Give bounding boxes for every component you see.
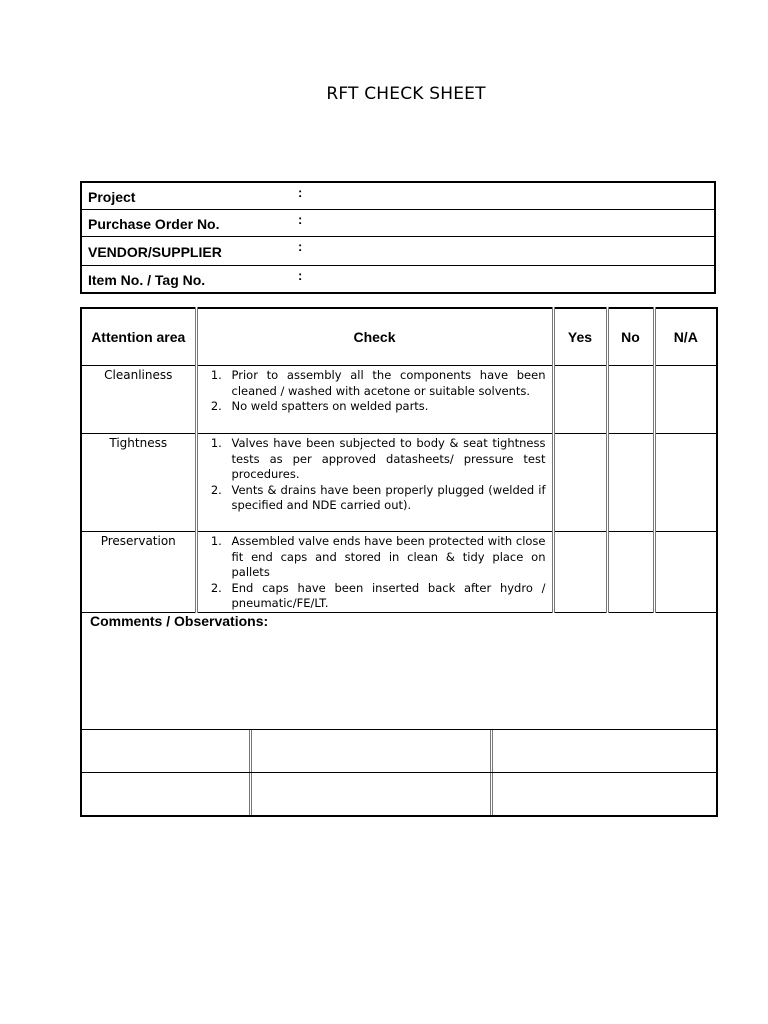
header-row-project xyxy=(81,182,715,210)
signature-row xyxy=(81,729,717,772)
no-checkbox[interactable] xyxy=(607,532,654,613)
header-row-vendor xyxy=(81,237,715,266)
vendor-value[interactable]: : xyxy=(292,237,715,266)
list-item: 1. Prior to assembly all the components have been cleaned / washed with acetone or suitable solvents. xyxy=(226,368,546,399)
attention-area-cleanliness: Cleanliness xyxy=(81,366,196,434)
list-item: 2. Vents & drains have been properly plugged (welded if specified and NDE carried out). xyxy=(226,483,546,514)
signature-cell[interactable] xyxy=(251,730,492,772)
check-list-tightness xyxy=(196,434,553,532)
yes-checkbox[interactable] xyxy=(553,532,607,613)
signature-cell[interactable] xyxy=(492,773,717,815)
project-value[interactable]: : xyxy=(292,182,715,210)
purchase-order-value[interactable]: : xyxy=(292,210,715,237)
col-na: N/A xyxy=(654,308,717,366)
yes-checkbox[interactable] xyxy=(553,434,607,532)
project-label: Project xyxy=(81,182,292,210)
header-row-item xyxy=(81,266,715,294)
col-attention-area: Attention area xyxy=(81,308,196,366)
list-item: 1. Assembled valve ends have been protected with close fit end caps and stored in clean & tidy place on pallets xyxy=(226,534,546,581)
header-row-po xyxy=(81,210,715,237)
no-checkbox[interactable] xyxy=(607,366,654,434)
list-item: 2. End caps have been inserted back after hydro / pneumatic/FE/LT. xyxy=(226,581,546,612)
attention-area-preservation: Preservation xyxy=(81,532,196,613)
signature-cell[interactable] xyxy=(82,730,251,772)
col-yes: Yes xyxy=(553,308,607,366)
comments-label: Comments / Observations: xyxy=(90,612,269,629)
signature-cell[interactable] xyxy=(251,773,492,815)
col-no: No xyxy=(607,308,654,366)
check-table-header xyxy=(81,308,717,366)
signature-cell[interactable] xyxy=(492,730,717,772)
page-title: RFT CHECK SHEET xyxy=(326,84,486,104)
signature-grid xyxy=(82,730,716,772)
comments-field[interactable] xyxy=(81,612,717,729)
table-row xyxy=(81,366,717,434)
signature-row xyxy=(81,772,717,816)
item-tag-value[interactable]: : xyxy=(292,266,715,294)
check-list-cleanliness xyxy=(196,366,553,434)
check-list-preservation xyxy=(196,532,553,613)
check-table xyxy=(80,307,718,817)
na-checkbox[interactable] xyxy=(654,366,717,434)
item-tag-label: Item No. / Tag No. xyxy=(81,266,292,294)
header-fields-table xyxy=(80,181,716,294)
attention-area-tightness: Tightness xyxy=(81,434,196,532)
yes-checkbox[interactable] xyxy=(553,366,607,434)
list-item: 2. No weld spatters on welded parts. xyxy=(226,399,546,415)
purchase-order-label: Purchase Order No. xyxy=(81,210,292,237)
na-checkbox[interactable] xyxy=(654,532,717,613)
signature-cell[interactable] xyxy=(82,773,251,815)
table-row xyxy=(81,434,717,532)
comments-row xyxy=(81,612,717,729)
list-item: 1. Valves have been subjected to body & seat tightness tests as per approved datasheets/ pressure test procedures. xyxy=(226,436,546,483)
no-checkbox[interactable] xyxy=(607,434,654,532)
na-checkbox[interactable] xyxy=(654,434,717,532)
vendor-label: VENDOR/SUPPLIER xyxy=(81,237,292,266)
table-row xyxy=(81,532,717,613)
col-check: Check xyxy=(196,308,553,366)
signature-grid xyxy=(82,773,716,815)
